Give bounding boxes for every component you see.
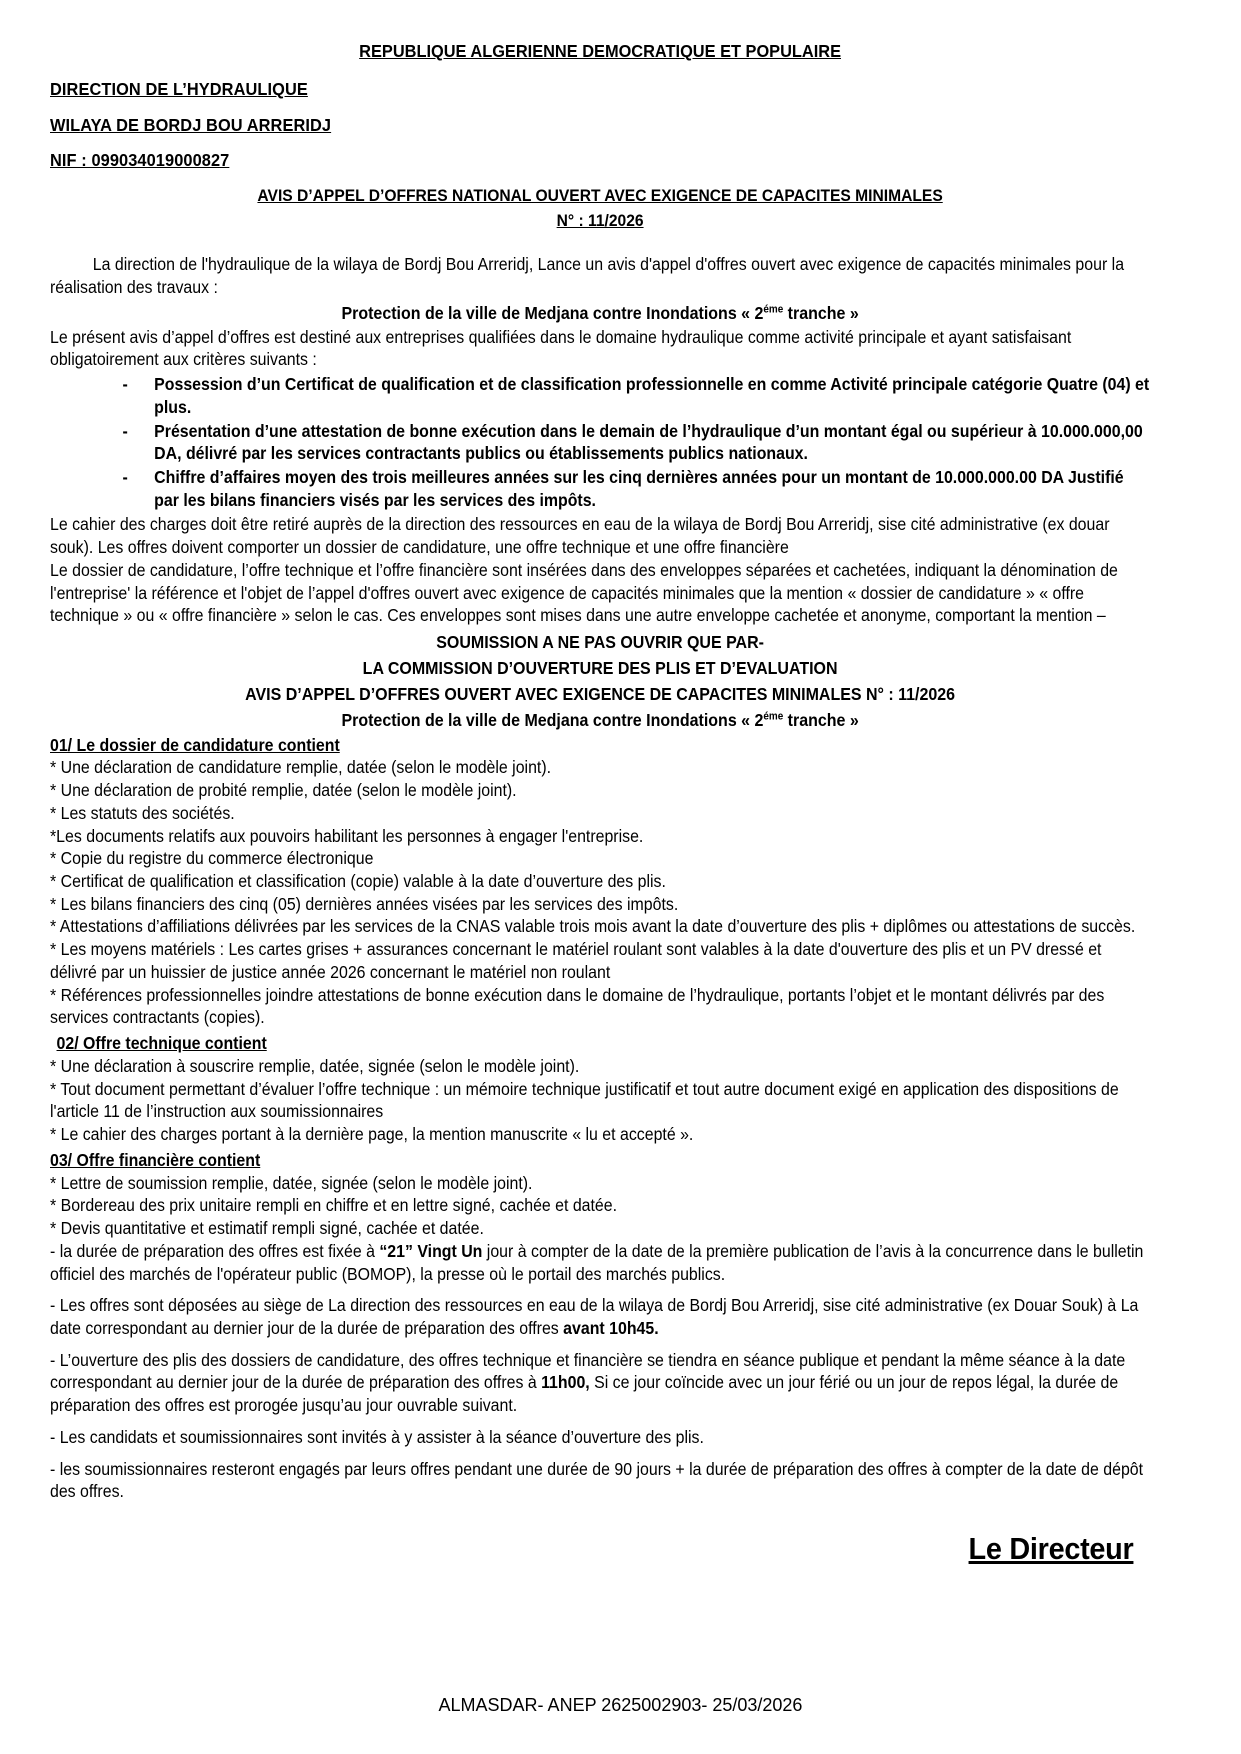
duration-prefix: - la durée de préparation des offres est fixée à bbox=[50, 1241, 380, 1261]
section-1-item: * Certificat de qualification et classification (copie) valable à la date d’ouverture des plis. bbox=[50, 872, 666, 892]
duration-suffix: jour à compter de la date de la première publication de l’avis à la concurrence dans le bulletin officiel des marchés de l'opérateur public (BOMOP), la presse où le portail des marchés publics. bbox=[50, 1241, 1144, 1284]
project-title-prefix: Protection de la ville de Medjana contre Inondations « 2 bbox=[341, 302, 764, 323]
section-1-item: * Copie du registre du commerce électronique bbox=[50, 849, 374, 869]
section-1-item: * Les statuts des sociétés. bbox=[50, 803, 235, 823]
section-1-item: * Les moyens matériels : Les cartes grises + assurances concernant le matériel roulant sont valables à la date d'ouverture des plis et un PV dressé et délivré par un huissier de justice année 2026 concernant le matériel non roulant bbox=[50, 940, 1102, 982]
opening-prefix: - L’ouverture des plis des dossiers de candidature, des offres technique et financière se tiendra en séance publique et pendant la même séance à la date correspondant au dernier jour de la durée de préparation des offres à bbox=[50, 1350, 1126, 1393]
mention-line-2: LA COMMISSION D’OUVERTURE DES PLIS ET D’EVALUATION bbox=[362, 657, 838, 678]
section-2-item: * Le cahier des charges portant à la dernière page, la mention manuscrite « lu et accepté ». bbox=[50, 1125, 694, 1145]
notice-title bbox=[50, 185, 1150, 207]
section-2-heading: 02/ Offre technique contient bbox=[56, 1034, 267, 1054]
criteria-dash: - bbox=[122, 421, 128, 441]
document-body bbox=[50, 40, 1150, 1569]
section-3-item: * Devis quantitative et estimatif rempli signé, cachée et datée. bbox=[50, 1219, 484, 1239]
page-footer: ALMASDAR- ANEP 2625002903- 25/03/2026 bbox=[438, 1695, 803, 1715]
criteria-item-text: Chiffre d’affaires moyen des trois meilleures années sur les cinq dernières années pour un montant de 10.000.000.00 DA Justifié par les bilans financiers visés par les services des impôts. bbox=[154, 467, 1124, 510]
cahier-paragraph: Le cahier des charges doit être retiré auprès de la direction des ressources en eau de la wilaya de Bordj Bou Arreridj, sise cité administrative (ex douar souk). Les offres doivent comporter un dossier de candidature, une offre technique et une offre financière bbox=[50, 515, 1110, 558]
criteria-dash: - bbox=[122, 375, 128, 395]
duration-value: “21” Vingt Un bbox=[379, 1241, 483, 1261]
section-2-item: * Une déclaration à souscrire remplie, datée, signée (selon le modèle joint). bbox=[50, 1056, 580, 1076]
wilaya-heading-text: WILAYA DE BORDJ BOU ARRERIDJ bbox=[50, 114, 332, 135]
nif-heading-text: NIF : 099034019000827 bbox=[50, 150, 230, 171]
director-signature: Le Directeur bbox=[968, 1531, 1134, 1567]
wilaya-heading bbox=[50, 114, 1150, 137]
project-title-superscript: éme bbox=[763, 302, 784, 315]
invitation-paragraph: - Les candidats et soumissionnaires sont invités à y assister à la séance d’ouverture des plis. bbox=[50, 1427, 704, 1447]
criteria-item bbox=[50, 467, 1150, 512]
criteria-item bbox=[50, 421, 1150, 466]
section-1-item: * Une déclaration de probité remplie, datée (selon le modèle joint). bbox=[50, 781, 517, 801]
section-3-item: * Lettre de soumission remplie, datée, signée (selon le modèle joint). bbox=[50, 1173, 533, 1193]
republic-heading-text: REPUBLIQUE ALGERIENNE DEMOCRATIQUE ET POPULAIRE bbox=[359, 41, 841, 61]
criteria-item-text: Possession d’un Certificat de qualification et de classification professionnelle en comme Activité principale catégorie Quatre (04) et plus. bbox=[154, 375, 1150, 417]
notice-title-text: AVIS D’APPEL D’OFFRES NATIONAL OUVERT AVEC EXIGENCE DE CAPACITES MINIMALES bbox=[257, 185, 943, 205]
criteria-item bbox=[50, 374, 1150, 419]
direction-heading bbox=[50, 78, 1150, 101]
opening-time-value: 11h00, bbox=[541, 1373, 590, 1393]
deposit-prefix: - Les offres sont déposées au siège de La direction des ressources en eau de la wilaya de Bordj Bou Arreridj, sise cité administrative (ex Douar Souk) à La date correspondant au dernier jour de la durée de préparation des offres bbox=[50, 1296, 1139, 1338]
mention-project-title bbox=[50, 709, 1150, 732]
direction-heading-text: DIRECTION DE L’HYDRAULIQUE bbox=[50, 79, 308, 100]
project-title-suffix: tranche » bbox=[783, 302, 859, 323]
section-1-heading: 01/ Le dossier de candidature contient bbox=[50, 735, 340, 755]
opening-suffix: Si ce jour coïncide avec un jour férié ou un jour de repos légal, la durée de préparation des offres est prorogée jusqu’au jour ouvrable suivant. bbox=[50, 1373, 1119, 1416]
mention-line-1: SOUMISSION A NE PAS OUVRIR QUE PAR- bbox=[436, 632, 764, 653]
enveloppes-paragraph: Le dossier de candidature, l’offre technique et l’offre financière sont insérées dans des enveloppes séparées et cachetées, indiquant la dénomination de l'entreprise' la référence et l'objet de l’appel d'offres ouvert avec exigence de capacités minimales que la mention « dossier de candidature » « offre technique » ou « offre financière » selon le cas. Ces enveloppes sont mises dans une autre enveloppe cachetée et anonyme, comportant la mention – bbox=[50, 560, 1118, 626]
destination-paragraph: Le présent avis d’appel d’offres est destiné aux entreprises qualifiées dans le domaine hydraulique comme activité principale et ayant satisfaisant obligatoirement aux critères suivants : bbox=[50, 327, 1072, 370]
mention-line-3: AVIS D’APPEL D’OFFRES OUVERT AVEC EXIGENCE DE CAPACITES MINIMALES N° : 11/2026 bbox=[245, 683, 956, 704]
mention-project-prefix: Protection de la ville de Medjana contre Inondations « 2 bbox=[341, 709, 764, 730]
deposit-deadline-value: avant 10h45. bbox=[563, 1318, 659, 1338]
criteria-item-text: Présentation d’une attestation de bonne exécution dans le demain de l’hydraulique d’un montant égal ou supérieur à 10.000.000,00 DA, délivré par les services contractants publics ou établissements publics nationaux. bbox=[154, 421, 1143, 464]
republic-heading bbox=[50, 40, 1150, 63]
section-2-item: * Tout document permettant d’évaluer l’offre technique : un mémoire technique justificatif et tout autre document exigé en application des dispositions de l'article 11 de l’instruction aux soumissionnaires bbox=[50, 1079, 1119, 1122]
criteria-dash: - bbox=[122, 467, 128, 487]
engagement-paragraph: - les soumissionnaires resteront engagés par leurs offres pendant une durée de 90 jours + la durée de préparation des offres à compter de la date de dépôt des offres. bbox=[50, 1459, 1144, 1502]
intro-paragraph: La direction de l'hydraulique de la wilaya de Bordj Bou Arreridj, Lance un avis d'appel d'offres ouvert avec exigence de capacités minimales pour la réalisation des travaux : bbox=[50, 255, 1125, 297]
section-1-item: * Attestations d’affiliations délivrées par les services de la CNAS valable trois mois avant la date d’ouverture des plis + diplômes ou attestations de succès. bbox=[50, 917, 1136, 937]
criteria-list bbox=[50, 374, 1150, 512]
project-title bbox=[50, 302, 1150, 325]
duration-paragraph bbox=[50, 1241, 1150, 1286]
section-3-item: * Bordereau des prix unitaire rempli en chiffre et en lettre signé, cachée et datée. bbox=[50, 1196, 618, 1216]
opening-paragraph bbox=[50, 1350, 1150, 1418]
section-1-item: * Une déclaration de candidature remplie, datée (selon le modèle joint). bbox=[50, 758, 552, 778]
section-1-item: * Les bilans financiers des cinq (05) dernières années visées par les services des impôts. bbox=[50, 894, 679, 914]
deposit-paragraph bbox=[50, 1295, 1150, 1340]
section-1-item: * Références professionnelles joindre attestations de bonne exécution dans le domaine de l’hydraulique, portants l’objet et le montant délivrés par des services contractants (copies). bbox=[50, 985, 1105, 1028]
mention-project-suffix: tranche » bbox=[783, 709, 859, 730]
nif-heading bbox=[50, 149, 1150, 172]
section-1-item: *Les documents relatifs aux pouvoirs habilitant les personnes à engager l'entreprise. bbox=[50, 826, 644, 846]
section-3-heading: 03/ Offre financière contient bbox=[50, 1150, 261, 1170]
notice-number bbox=[50, 210, 1150, 232]
notice-number-text: N° : 11/2026 bbox=[556, 210, 644, 230]
mention-project-superscript: éme bbox=[763, 710, 784, 722]
